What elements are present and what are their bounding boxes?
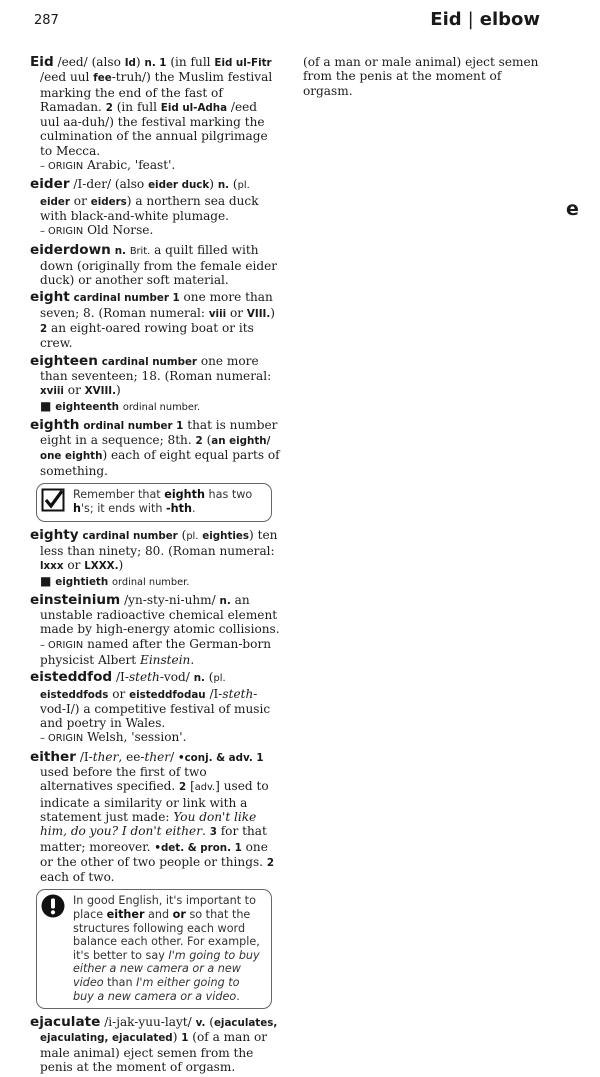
text: (in full — [166, 55, 215, 69]
part-of-speech: cardinal number 1 — [73, 292, 180, 305]
check-mark-icon — [41, 488, 67, 516]
part-of-speech: n. — [114, 244, 126, 257]
text: . — [236, 989, 240, 1003]
text: (in full — [112, 99, 161, 114]
label: pl. — [237, 180, 250, 192]
numeral: XVIII. — [84, 385, 117, 398]
entry-eight — [30, 290, 280, 350]
variant: Eid ul-Adha — [160, 101, 228, 114]
derivative-marker: ■ — [40, 398, 56, 413]
label: adv. — [194, 782, 216, 794]
right-column — [293, 55, 543, 101]
keyword: either — [106, 908, 145, 922]
inflection: eisteddfods — [40, 688, 109, 701]
keyword: eighth — [164, 488, 205, 502]
text: ( — [177, 527, 187, 542]
note-text — [73, 488, 263, 515]
stress: steth — [128, 670, 160, 685]
thumb-index-letter: e — [566, 198, 579, 220]
origin-label: – ORIGIN — [40, 226, 84, 238]
part-of-speech: n. — [219, 594, 231, 607]
stress: fee — [93, 72, 112, 85]
text: /I-der/ (also — [69, 177, 149, 192]
text: has two — [204, 488, 253, 502]
text: ) — [270, 305, 276, 320]
text: -vod-I/) a competitive festival of music and poetry in Wales. — [40, 686, 271, 731]
guide-word-last: elbow — [479, 9, 540, 30]
derivative: eightieth — [55, 575, 109, 588]
text: that is number eight in a sequence; 8th. — [40, 417, 278, 448]
text: or — [108, 686, 130, 701]
variant: Eid ul-Fitr — [214, 57, 272, 69]
stress: ther — [92, 749, 119, 764]
text: [ — [186, 779, 195, 794]
text: an unstable radioactive chemical element made by high-energy atomic collisions. — [40, 592, 280, 637]
text: ( — [202, 433, 212, 448]
entry-einsteinium — [30, 593, 280, 667]
part-of-speech: n. — [193, 672, 205, 685]
text: one or the other of two people or things. — [40, 839, 268, 869]
text: (of a man or male animal) eject semen from the penis at the moment of orgasm. — [303, 55, 539, 98]
origin: named after the German-born physicist Albert — [40, 636, 272, 667]
label: ordinal number. — [112, 576, 190, 588]
guide-words — [430, 9, 540, 30]
label: ordinal number. — [122, 401, 201, 413]
entry-eighth — [30, 418, 280, 478]
text: In good English, it's important to place — [73, 894, 256, 922]
numeral: lxxx — [40, 560, 64, 573]
text: . — [190, 652, 195, 667]
text: or — [226, 305, 247, 320]
sense-number: 1 — [181, 1032, 189, 1045]
text: /I- — [112, 670, 129, 685]
text: , ee- — [118, 749, 145, 764]
derivative: eighteenth — [55, 400, 119, 413]
text: 's; it ends with — [80, 501, 167, 515]
text: /I- — [75, 749, 93, 764]
text: ) a northern sea duck with black-and-white plumage. — [40, 193, 259, 223]
part-of-speech: v. — [195, 1017, 206, 1030]
text: an eight-oared rowing boat or its crew. — [40, 321, 254, 351]
left-column — [30, 55, 280, 1077]
origin: Welsh, 'session'. — [83, 730, 187, 745]
text: than — [103, 976, 137, 989]
inflection: eider — [40, 195, 70, 208]
headword: eisteddfod — [30, 669, 113, 686]
numeral: LXXX. — [84, 560, 119, 573]
text: or — [69, 193, 91, 208]
text: a quilt filled with down (originally from the female eider duck) or another soft material. — [40, 242, 278, 288]
page-number: 287 — [34, 13, 59, 28]
text: /i-jak-yuu-layt/ — [100, 1015, 196, 1030]
numeral: VIII. — [246, 307, 271, 320]
numeral: viii — [208, 307, 227, 320]
part-of-speech: ordinal number 1 — [83, 419, 184, 432]
headword: einsteinium — [30, 591, 121, 608]
keyword: or — [172, 908, 186, 922]
usage-note-either — [36, 889, 272, 1009]
sense-number: 2 — [179, 781, 187, 794]
headword: eighty — [30, 526, 79, 543]
text: . — [191, 501, 196, 515]
part-of-speech: •conj. & adv. 1 — [177, 751, 264, 764]
entry-eiderdown — [30, 243, 280, 288]
sense-number: 2 — [195, 435, 203, 448]
text: ) — [116, 383, 121, 398]
guide-separator: | — [467, 9, 474, 30]
origin-word: Einstein — [139, 652, 191, 667]
headword: Eid — [30, 54, 54, 70]
text: and — [144, 908, 173, 922]
entry-either — [30, 750, 280, 885]
numeral: xviii — [40, 385, 64, 398]
inflection: eisteddfodau — [129, 688, 206, 701]
sense-number: 2 — [105, 101, 113, 114]
text: . — [201, 824, 210, 839]
text: ( — [229, 177, 238, 192]
origin: Old Norse. — [83, 223, 154, 238]
text: -vod/ — [159, 670, 194, 685]
text: used before the first of two alternatives specified. — [40, 765, 207, 794]
variant: Id — [124, 57, 136, 69]
origin-label: – ORIGIN — [40, 733, 84, 745]
text: /eed uul aa-duh/) the festival marking the culmination of the annual pilgrimage to Mecca. — [40, 99, 268, 158]
stress: ther — [144, 749, 171, 764]
variant: eider duck — [148, 179, 210, 192]
part-of-speech: •det. & pron. 1 — [154, 841, 242, 854]
part-of-speech: n. — [217, 179, 230, 192]
note-text — [73, 894, 263, 1003]
text: /eed uul — [40, 70, 94, 85]
text: /I- — [205, 686, 223, 701]
derivative-marker: ■ — [40, 573, 56, 588]
phrase: an eighth/ one eighth — [40, 435, 271, 463]
label: Brit. — [129, 245, 151, 257]
text: /eed/ (also — [53, 55, 125, 69]
entry-ejaculate — [30, 1015, 280, 1074]
label: pl. — [186, 530, 199, 542]
example: I'm going to buy either a new camera or a new video — [73, 948, 260, 989]
example: You don't like him, do you? I don't either — [40, 809, 257, 839]
headword: eighth — [30, 416, 80, 433]
part-of-speech: n. 1 — [144, 57, 167, 69]
text: for that matter; moreover. — [40, 824, 267, 854]
text: ) — [118, 558, 124, 573]
sense-number: 2 — [266, 856, 275, 869]
inflection: eiders — [90, 195, 127, 208]
text: ) — [172, 1030, 182, 1045]
headword: eight — [30, 289, 70, 306]
origin-label: – ORIGIN — [40, 161, 84, 173]
stress: steth — [222, 686, 254, 701]
keyword: -hth — [166, 501, 192, 515]
text: or — [63, 383, 85, 398]
entry-eighteen — [30, 354, 280, 415]
origin: Arabic, 'feast'. — [83, 158, 176, 173]
usage-note-eighth — [36, 483, 272, 522]
text: or — [63, 558, 85, 573]
text: so that the structures following each word balance each other. For example, it's better to say — [73, 908, 260, 962]
text: ) — [135, 55, 145, 69]
entry-eisteddfod — [30, 670, 280, 746]
origin-label: – ORIGIN — [40, 639, 84, 651]
text: ( — [204, 670, 214, 685]
entry-eider — [30, 177, 280, 239]
sense-number: 2 — [40, 323, 48, 336]
part-of-speech: cardinal number — [101, 355, 198, 368]
text: -truh/) the Muslim festival marking the end of the fast of Ramadan. — [40, 70, 273, 114]
text: Remember that — [73, 488, 165, 502]
headword: eider — [30, 176, 70, 193]
text: ) each of eight equal parts of something. — [40, 448, 280, 478]
inflection: ejaculates, ejaculating, ejaculated — [40, 1017, 278, 1045]
text: ) ten less than ninety; 80. (Roman numeral: — [40, 527, 278, 558]
entry-eid — [30, 55, 280, 174]
headword: either — [30, 748, 76, 765]
text: ) — [209, 177, 218, 192]
text: one more than seventeen; 18. (Roman numeral: — [40, 353, 272, 383]
headword: ejaculate — [30, 1014, 101, 1031]
headword: eiderdown — [30, 241, 111, 258]
entry-ejaculate-continued — [293, 55, 543, 98]
text: / — [170, 749, 178, 764]
text: each of two. — [40, 870, 115, 885]
inflection: eighties — [202, 529, 250, 542]
guide-word-first: Eid — [430, 9, 462, 30]
text: /yn-sty-ni-uhm/ — [120, 592, 220, 607]
text: ] used to indicate a similarity or link with a statement just made: — [40, 779, 269, 824]
label: pl. — [213, 673, 226, 685]
part-of-speech: cardinal number — [82, 529, 178, 542]
text: one more than seven; 8. (Roman numeral: — [40, 290, 273, 320]
headword: eighteen — [30, 352, 98, 369]
exclamation-icon — [41, 894, 67, 922]
sense-number: 3 — [209, 826, 217, 839]
keyword: h — [73, 501, 81, 515]
text: ( — [205, 1015, 214, 1030]
example: I'm either going to buy a new camera or a video — [73, 976, 240, 1003]
entry-eighty — [30, 528, 280, 590]
text: (of a man or male animal) eject semen from the penis at the moment of orgasm. — [40, 1030, 268, 1075]
